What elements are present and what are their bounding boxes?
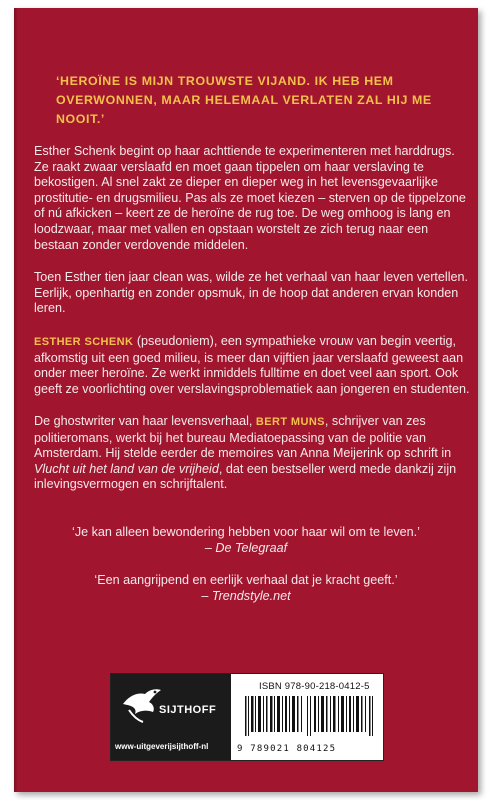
review-quote-2 (14, 572, 478, 604)
blurb-paragraph-1: Esther Schenk begint op haar achttiende te experimenteren met harddrugs. Ze raakt zwaar verslaafd en moet gaan tippelen om haar verslaving te bekostigen. Al snel zakt ze dieper en dieper weg in het levensgevaarlijke prostitutie- en drugsmilieu. Pas als ze moet kiezen – sterven op de tippelzone of nú afkicken – keert ze de heroïne de rug toe. De weg omhoog is lang en loodzwaar, maar met vallen en opstaan worstelt ze zich terug naar een bestaan zonder verdovende middelen. (34, 144, 466, 252)
publisher-logo-text: SIJTHOFF (159, 704, 217, 716)
author-bio-text: (pseudoniem), een sympathieke vrouw van begin veertig, afkomstig uit een goed milieu, is meer dan vijftien jaar verslaafd geweest aan onder meer heroïne. Ze werkt inmiddels fulltime en doet veel aan sport. Ook geeft ze voorlichting over verslavingsproblematiek aan jongeren en studenten. (34, 334, 470, 396)
ghostwriter-paragraph (34, 414, 472, 493)
author-name: ESTHER SCHENK (34, 336, 134, 348)
ghostwriter-text-end: , dat een bestseller werd mede dankzij zijn inlevingsvermogen en schrijftalent. (34, 461, 457, 492)
ghostwriter-name: BERT MUNS (255, 416, 325, 428)
barcode-number: 9 789021 804125 (237, 744, 337, 754)
previous-book-title: Vlucht uit het land van de vrijheid (34, 461, 219, 476)
publisher-url: www-uitgeverijsijthoff-nl (115, 742, 209, 751)
review-quote-1 (14, 524, 478, 556)
publisher-logo-panel (111, 674, 231, 760)
ghostwriter-intro: De ghostwriter van haar levensverhaal, (34, 414, 256, 428)
author-bio-paragraph (34, 334, 472, 397)
ghostwriter-text: , schrijver van zes politieromans, werkt bij het bureau Mediatoepassing van de politie van Amsterdam. Hij stelde eerder de memoires van Anna Meijerink op schrift in (34, 414, 452, 461)
review-1-text: ‘Je kan alleen bewondering hebben voor haar wil om te leven.’ (72, 525, 420, 539)
review-2-text: ‘Een aangrijpend en eerlijk verhaal dat je kracht geeft.’ (94, 573, 398, 587)
headline-quote: ‘HEROÏNE IS MIJN TROUWSTE VIJAND. IK HEB HEM OVERWONNEN, MAAR HELEMAAL VERLATEN ZAL HIJ ME NOOIT.’ (56, 74, 432, 126)
blurb-paragraph-2: Toen Esther tien jaar clean was, wilde ze het verhaal van haar leven vertellen. Eerlijk, openhartig en zonder opsmuk, in de hoop dat anderen ervan konden leren. (34, 270, 469, 316)
bird-logo-icon (119, 682, 163, 726)
barcode (243, 696, 375, 736)
publisher-barcode-box (110, 673, 384, 761)
isbn-text: ISBN 978-90-218-0412-5 (259, 681, 370, 692)
review-1-source: – De Telegraaf (204, 541, 288, 555)
cover-edge (14, 8, 18, 792)
review-2-source: – Trendstyle.net (201, 589, 291, 603)
book-back-cover (14, 8, 478, 792)
